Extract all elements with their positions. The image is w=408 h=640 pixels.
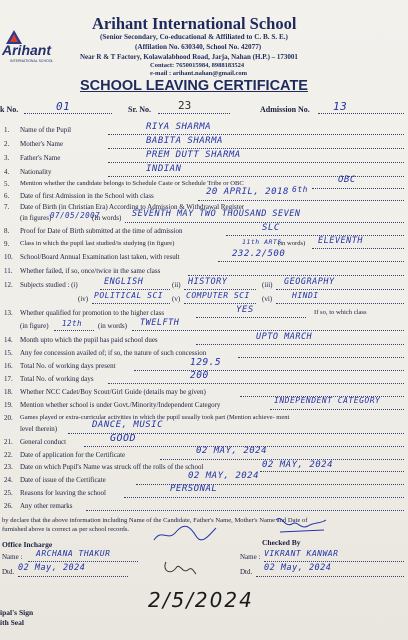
handwritten-date: 2/5/2024 (148, 588, 254, 612)
field-number: 23. (4, 463, 13, 471)
checked-by-label: Checked By (262, 538, 301, 547)
field-number: 4. (4, 168, 10, 176)
working-days-value: 200 (190, 370, 209, 381)
dob-proof-value: SLC (262, 223, 280, 233)
subject-3: GEOGRAPHY (284, 277, 335, 287)
subject-4: POLITICAL SCI (94, 291, 164, 300)
first-admission-label: Date of first Admission in the School with class (20, 192, 154, 200)
promotion-words: TWELFTH (140, 318, 180, 328)
dues-value: UPTO MARCH (256, 332, 313, 342)
school-logo (0, 28, 60, 70)
activities-label: Games played or extra-curricular activities in which the pupil usually took part (Mention achieve- ment (20, 414, 290, 421)
checked-name-value: VIKRANT KANWAR (264, 549, 339, 558)
activities-value: DANCE, MUSIC (92, 420, 164, 430)
field-number: 6. (4, 192, 10, 200)
book-no-value: 01 (56, 100, 71, 113)
field-number: 13. (4, 309, 13, 317)
mother-name-label: Mother's Name (20, 140, 64, 148)
issue-date-label: Date of issue of the Certificate (20, 476, 106, 484)
checked-name-label: Name : (240, 553, 261, 561)
school-address: Near R & T Factory, Kolawalabhood Road, Jarja, Nahan (H.P.) – 173001 (80, 53, 298, 61)
father-name-label: Father's Name (20, 154, 61, 162)
sr-no-label: Sr. No. (128, 105, 152, 114)
subject-5: COMPUTER SCI (186, 291, 250, 300)
subject-2: HISTORY (188, 277, 228, 287)
activities-label-2: level therein) (20, 425, 58, 433)
conduct-label: General conduct (20, 438, 67, 446)
promotion-figure: 12th (62, 319, 83, 328)
promotion-words-label: (in words) (98, 322, 127, 330)
exam-result-value: 232.2/500 (232, 249, 286, 259)
subject-1: ENGLISH (104, 277, 144, 287)
field-number: 19. (4, 401, 13, 409)
field-number: 21. (4, 438, 13, 446)
field-number: 8. (4, 227, 10, 235)
declaration-line-1: by declare that the above information including Name of the Candidate, Father's Name, Mother's Name and Date of (2, 517, 308, 524)
first-admission-class: 6th (292, 185, 308, 194)
sr-no-value: 23 (178, 99, 192, 112)
field-number: 1. (4, 126, 10, 134)
principal-seal-label: ith Seal (0, 618, 24, 627)
field-number: 7. (4, 203, 10, 211)
leaving-reason-label: Reasons for leaving the school (20, 489, 106, 497)
dob-figures-label: (in figures) (20, 214, 52, 222)
field-number: 16. (4, 362, 13, 370)
nationality-label: Nationality (20, 168, 52, 176)
book-no-label: k No. (0, 105, 19, 114)
declaration-line-2: furnished above is correct as per school records. (2, 526, 130, 533)
checked-dtd-label: Dtd. (240, 568, 253, 576)
field-number: 5. (4, 180, 10, 188)
mother-name-value: BABITA SHARMA (146, 136, 223, 146)
pupil-name-label: Name of the Pupil (20, 126, 72, 134)
field-number: 25. (4, 489, 13, 497)
admission-no-value: 13 (333, 100, 348, 113)
subject-6-label: (vi) (262, 295, 273, 303)
promotion-class-label: If so, to which class (314, 309, 367, 316)
working-days-label: Total No. of working days (20, 375, 94, 383)
field-number: 15. (4, 349, 13, 357)
last-class-figure: 11th ARTS (242, 238, 282, 246)
nationality-value: INDIAN (146, 164, 182, 174)
field-number: 17. (4, 375, 13, 383)
pupil-name-value: RIYA SHARMA (146, 122, 212, 132)
certificate-title: SCHOOL LEAVING CERTIFICATE (80, 78, 308, 94)
promotion-label: Whether qualified for promotion to the higher class (20, 309, 165, 317)
principal-sign-label: ipal's Sign (0, 608, 34, 617)
dob-figures-value: 07/05/2007 (50, 211, 101, 220)
middle-signature-icon (160, 556, 200, 580)
logo-wordmark: Arihant (2, 42, 51, 58)
office-dtd-value: 02 May, 2024 (18, 563, 86, 573)
field-number: 24. (4, 476, 13, 484)
office-name-label: Name : (2, 553, 23, 561)
field-number: 20. (4, 414, 13, 422)
field-number: 2. (4, 140, 10, 148)
field-number: 12. (4, 281, 13, 289)
field-number: 14. (4, 336, 13, 344)
office-signature-icon (150, 522, 220, 546)
days-present-value: 129.5 (190, 357, 222, 368)
subject-3-label: (iii) (262, 281, 273, 289)
field-number: 26. (4, 502, 13, 510)
application-date-value: 02 MAY, 2024 (196, 446, 268, 456)
last-class-label: Class in which the pupil last studied/is studying (in figure) (20, 240, 175, 247)
dob-proof-label: Proof for Date of Birth submitted at the time of admission (20, 227, 183, 235)
office-incharge-label: Office Incharge (2, 540, 53, 549)
conduct-value: GOOD (110, 433, 137, 444)
field-number: 11. (4, 267, 13, 275)
school-contact: Contact: 7650015984, 8988183524 (150, 62, 245, 69)
father-name-value: PREM DUTT SHARMA (146, 150, 241, 160)
remarks-label: Any other remarks (20, 502, 73, 510)
exam-result-label: School/Board Annual Examination last taken, with result (20, 253, 180, 261)
subject-2-label: (ii) (172, 281, 181, 289)
application-date-label: Date of application for the Certificate (20, 451, 126, 459)
subject-4-label: (iv) (78, 295, 89, 303)
ncc-label: Whether NCC Cadet/Boy Scout/Girl Guide (details may be given) (20, 388, 206, 396)
dob-words-label: (In words) (92, 214, 122, 222)
admission-no-label: Admission No. (260, 105, 310, 114)
leaving-reason-value: PERSONAL (170, 484, 218, 494)
field-number: 22. (4, 451, 13, 459)
checked-dtd-value: 02 May, 2024 (264, 563, 332, 573)
field-number: 3. (4, 154, 10, 162)
office-dtd-label: Dtd. (2, 568, 15, 576)
school-subtitle: (Senior Secondary, Co-educational & Affiliated to C. B. S. E.) (100, 33, 288, 41)
office-name-value: ARCHANA THAKUR (36, 549, 111, 558)
first-admission-date: 20 APRIL, 2018 (206, 187, 289, 197)
issue-date-value: 02 MAY, 2024 (188, 471, 260, 481)
days-present-label: Total No. of working days present (20, 362, 116, 370)
last-class-words-label: (in words) (278, 240, 306, 247)
category-value: OBC (338, 175, 356, 185)
concession-label: Any fee concession availed of; if so, the nature of such concession (20, 349, 207, 357)
struck-off-value: 02 MAY, 2024 (262, 460, 334, 470)
logo-subtext: INTERNATIONAL SCHOOL (10, 59, 54, 63)
promotion-figure-label: (in figure) (20, 322, 49, 330)
school-category-label: Mention whether school is under Govt./Minority/Independent Category (20, 401, 221, 409)
school-name: Arihant International School (92, 14, 297, 33)
subject-5-label: (v) (172, 295, 181, 303)
category-label: Mention whether the candidate belongs to Schedule Caste or Schedule Tribe or OBC (20, 180, 244, 187)
dob-label: Date of Birth (in Christian Era) According to Admission & Withdrawal Register (20, 203, 245, 211)
field-number: 9. (4, 240, 10, 248)
promotion-value: YES (236, 305, 254, 315)
dues-label: Month upto which the pupil has paid school dues (20, 336, 158, 344)
last-class-words: ELEVENTH (318, 236, 363, 246)
school-email: e-mail : arihant.nahan@gmail.com (150, 70, 248, 77)
failed-label: Whether failed, if so, once/twice in the same class (20, 267, 161, 275)
school-category-value: INDEPENDENT CATEGORY (274, 396, 381, 405)
checked-signature-icon (270, 512, 330, 538)
dob-words-value: SEVENTH MAY TWO THOUSAND SEVEN (132, 209, 301, 219)
school-affiliation: (Affilation No. 630340, School No. 42077) (135, 43, 262, 51)
subject-6: HINDI (292, 291, 319, 300)
subjects-label: Subjects studied : (i) (20, 281, 78, 289)
struck-off-label: Date on which Pupil's Name was struck off the rolls of the school (20, 463, 204, 471)
field-number: 18. (4, 388, 13, 396)
field-number: 10. (4, 253, 13, 261)
